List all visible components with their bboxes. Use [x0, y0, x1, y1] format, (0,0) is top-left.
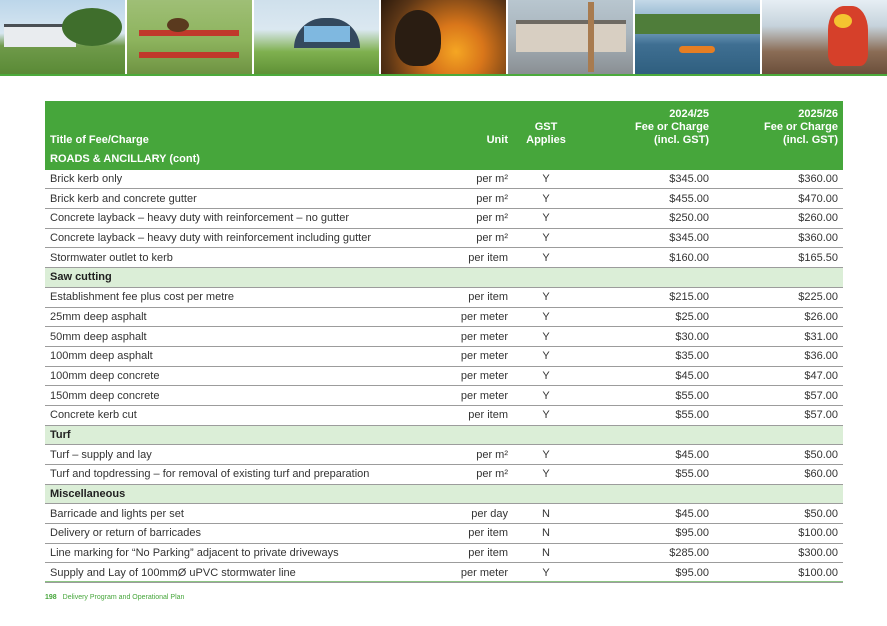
- table-row: [45, 287, 843, 307]
- river-kayaking-photo: [635, 0, 760, 74]
- cell-title: Concrete layback – heavy duty with reinforcement – no gutter: [45, 209, 390, 229]
- cell-fee1: $95.00: [579, 563, 714, 583]
- cell-unit: per item: [390, 287, 513, 307]
- cell-title: Brick kerb only: [45, 169, 390, 189]
- table-row: [45, 189, 843, 209]
- cell-fee1: $25.00: [579, 307, 714, 327]
- cell-gst: Y: [513, 189, 579, 209]
- cell-fee2: $57.00: [714, 386, 843, 406]
- header-fee-2025-26: 2025/26 Fee or Charge (incl. GST): [714, 101, 843, 150]
- cell-fee2: $57.00: [714, 405, 843, 425]
- cell-unit: per m²: [390, 445, 513, 465]
- cell-fee2: $26.00: [714, 307, 843, 327]
- cell-gst: N: [513, 504, 579, 524]
- section-title: Turf: [45, 425, 843, 445]
- cell-fee1: $345.00: [579, 169, 714, 189]
- cell-gst: Y: [513, 209, 579, 229]
- cell-title: 50mm deep asphalt: [45, 327, 390, 347]
- table-row: [45, 307, 843, 327]
- table-row: [45, 366, 843, 386]
- cell-fee1: $55.00: [579, 405, 714, 425]
- cell-unit: per item: [390, 248, 513, 268]
- footer-divider: [45, 581, 843, 582]
- cell-gst: Y: [513, 465, 579, 485]
- cell-gst: Y: [513, 346, 579, 366]
- header-unit: Unit: [390, 101, 513, 150]
- section-header-row: [45, 150, 843, 169]
- fees-table-body: [45, 150, 843, 583]
- cell-fee1: $345.00: [579, 228, 714, 248]
- table-row: [45, 228, 843, 248]
- section-header-row: [45, 268, 843, 288]
- header-fee-2024-25: 2024/25 Fee or Charge (incl. GST): [579, 101, 714, 150]
- cell-fee1: $55.00: [579, 465, 714, 485]
- cell-title: Brick kerb and concrete gutter: [45, 189, 390, 209]
- cell-fee1: $250.00: [579, 209, 714, 229]
- table-row: [45, 445, 843, 465]
- cell-fee1: $455.00: [579, 189, 714, 209]
- cell-fee2: $50.00: [714, 504, 843, 524]
- town-street-photo: [508, 0, 633, 74]
- section-header-row: [45, 425, 843, 445]
- cell-unit: per m²: [390, 189, 513, 209]
- cell-fee2: $360.00: [714, 228, 843, 248]
- table-row: [45, 386, 843, 406]
- cell-fee2: $50.00: [714, 445, 843, 465]
- cell-gst: Y: [513, 248, 579, 268]
- page-number: 198: [45, 594, 57, 601]
- cell-unit: per item: [390, 543, 513, 563]
- cell-fee2: $47.00: [714, 366, 843, 386]
- cell-fee1: $160.00: [579, 248, 714, 268]
- cell-fee1: $45.00: [579, 366, 714, 386]
- cell-title: Turf and topdressing – for removal of existing turf and preparation: [45, 465, 390, 485]
- page-footer: [45, 594, 184, 601]
- table-row: [45, 346, 843, 366]
- cell-fee1: $30.00: [579, 327, 714, 347]
- dog-agility-park-photo: [127, 0, 252, 74]
- section-title: Saw cutting: [45, 268, 843, 288]
- cell-unit: per item: [390, 405, 513, 425]
- cell-fee2: $60.00: [714, 465, 843, 485]
- cell-fee2: $260.00: [714, 209, 843, 229]
- cell-title: 100mm deep concrete: [45, 366, 390, 386]
- lion-dance-festival-photo: [762, 0, 887, 74]
- table-row: [45, 248, 843, 268]
- header-title: Title of Fee/Charge: [45, 101, 390, 150]
- cell-fee1: $55.00: [579, 386, 714, 406]
- cell-fee2: $360.00: [714, 169, 843, 189]
- cell-unit: per meter: [390, 563, 513, 583]
- cell-gst: N: [513, 524, 579, 544]
- cell-title: Establishment fee plus cost per metre: [45, 287, 390, 307]
- cell-gst: Y: [513, 327, 579, 347]
- table-row: [45, 209, 843, 229]
- cell-title: Concrete layback – heavy duty with reinforcement including gutter: [45, 228, 390, 248]
- cell-unit: per meter: [390, 386, 513, 406]
- table-row: [45, 405, 843, 425]
- cell-unit: per day: [390, 504, 513, 524]
- table-row: [45, 504, 843, 524]
- cell-fee1: $45.00: [579, 445, 714, 465]
- cell-gst: Y: [513, 287, 579, 307]
- cell-title: Turf – supply and lay: [45, 445, 390, 465]
- table-row: [45, 563, 843, 583]
- outdoor-stage-event-photo: [254, 0, 379, 74]
- cell-gst: Y: [513, 366, 579, 386]
- banner-divider: [0, 74, 887, 76]
- cell-fee1: $45.00: [579, 504, 714, 524]
- cell-gst: Y: [513, 445, 579, 465]
- cell-fee2: $100.00: [714, 524, 843, 544]
- cell-gst: Y: [513, 169, 579, 189]
- cell-fee2: $100.00: [714, 563, 843, 583]
- cell-unit: per meter: [390, 346, 513, 366]
- table-row: [45, 169, 843, 189]
- cell-gst: Y: [513, 563, 579, 583]
- header-gst: GST Applies: [513, 101, 579, 150]
- cell-fee1: $215.00: [579, 287, 714, 307]
- cell-title: Line marking for “No Parking” adjacent to private driveways: [45, 543, 390, 563]
- cell-fee2: $36.00: [714, 346, 843, 366]
- cell-fee2: $225.00: [714, 287, 843, 307]
- cell-unit: per m²: [390, 465, 513, 485]
- cell-title: Concrete kerb cut: [45, 405, 390, 425]
- table-row: [45, 327, 843, 347]
- section-header-row: [45, 484, 843, 504]
- cell-title: Stormwater outlet to kerb: [45, 248, 390, 268]
- cell-title: Barricade and lights per set: [45, 504, 390, 524]
- community-building-photo: [0, 0, 125, 74]
- cell-fee2: $165.50: [714, 248, 843, 268]
- cell-gst: Y: [513, 405, 579, 425]
- table-row: [45, 524, 843, 544]
- document-title: Delivery Program and Operational Plan: [62, 594, 185, 601]
- fees-table: [45, 101, 843, 583]
- section-title: Miscellaneous: [45, 484, 843, 504]
- cell-title: Delivery or return of barricades: [45, 524, 390, 544]
- section-title: ROADS & ANCILLARY (cont): [45, 150, 843, 169]
- cell-unit: per item: [390, 524, 513, 544]
- photo-banner: [0, 0, 887, 74]
- cell-fee2: $31.00: [714, 327, 843, 347]
- table-row: [45, 543, 843, 563]
- cell-unit: per m²: [390, 228, 513, 248]
- cell-title: 100mm deep asphalt: [45, 346, 390, 366]
- table-row: [45, 465, 843, 485]
- cell-unit: per meter: [390, 327, 513, 347]
- cell-unit: per meter: [390, 366, 513, 386]
- cell-fee1: $35.00: [579, 346, 714, 366]
- cell-gst: Y: [513, 386, 579, 406]
- cell-fee1: $285.00: [579, 543, 714, 563]
- cell-title: 150mm deep concrete: [45, 386, 390, 406]
- cell-fee2: $300.00: [714, 543, 843, 563]
- cell-title: 25mm deep asphalt: [45, 307, 390, 327]
- cell-fee1: $95.00: [579, 524, 714, 544]
- cell-unit: per m²: [390, 169, 513, 189]
- table-header-row: [45, 101, 843, 150]
- cell-fee2: $470.00: [714, 189, 843, 209]
- kookaburra-sunset-photo: [381, 0, 506, 74]
- cell-unit: per meter: [390, 307, 513, 327]
- cell-gst: N: [513, 543, 579, 563]
- cell-gst: Y: [513, 307, 579, 327]
- cell-unit: per m²: [390, 209, 513, 229]
- cell-title: Supply and Lay of 100mmØ uPVC stormwater line: [45, 563, 390, 583]
- cell-gst: Y: [513, 228, 579, 248]
